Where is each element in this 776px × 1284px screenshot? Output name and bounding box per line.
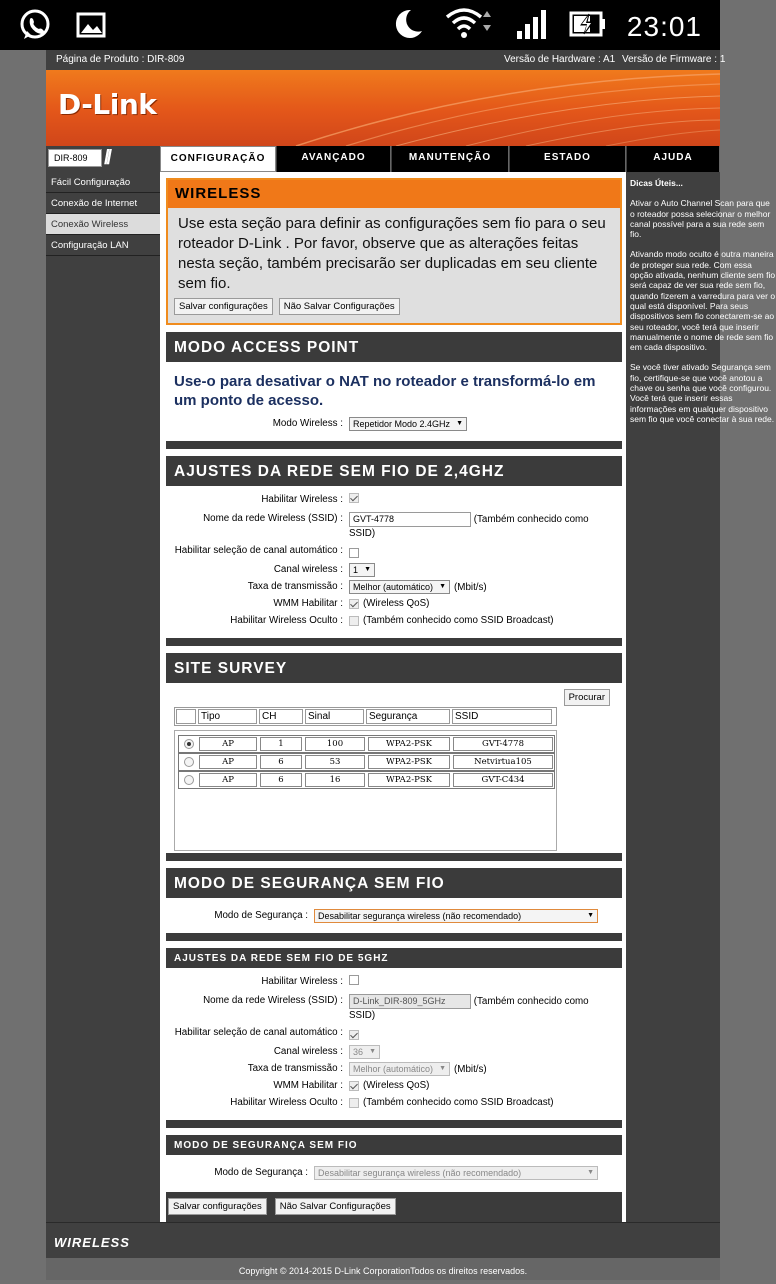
wireless-mode-select[interactable]: Repetidor Modo 2.4GHz ▼ <box>349 417 467 431</box>
wmm-hint: (Wireless QoS) <box>363 598 430 609</box>
slash-decoration: // <box>104 147 110 169</box>
security-mode-5g-label: Modo de Segurança : <box>214 1167 308 1178</box>
ssid-5g-label: Nome da rede Wireless (SSID) : <box>203 995 343 1006</box>
ssid-5g-input[interactable]: D-Link_DIR-809_5GHz <box>349 994 471 1009</box>
network-5ghz-section <box>166 948 622 1128</box>
hardware-version: Versão de Hardware : A1 <box>504 54 616 65</box>
auto-channel-5g-label: Habilitar seleção de canal automático : <box>174 1027 343 1038</box>
help-title: Dicas Úteis... <box>630 178 683 188</box>
auto-channel-checkbox[interactable] <box>349 548 359 558</box>
save-settings-button[interactable]: Salvar configurações <box>174 298 273 315</box>
tab-estado[interactable]: ESTADO <box>510 146 626 172</box>
signal-icon <box>515 7 549 46</box>
header-channel: CH <box>259 709 303 724</box>
survey-row[interactable] <box>178 753 555 771</box>
header-signal: Sinal <box>305 709 364 724</box>
header-security: Segurança <box>366 709 450 724</box>
save-settings-bottom-button[interactable]: Salvar configurações <box>168 1198 267 1215</box>
moon-icon <box>391 7 425 46</box>
whatsapp-icon <box>18 8 52 47</box>
gallery-icon <box>76 12 106 43</box>
battery-charging-icon <box>569 9 607 44</box>
status-bar <box>0 0 720 50</box>
ap-mode-description: Use-o para desativar o NAT no roteador e transformá-lo em um ponto de acesso. <box>174 373 596 409</box>
tab-manutencao[interactable]: MANUTENÇÃO <box>392 146 509 172</box>
channel-5g-select[interactable]: 36 ▼ <box>349 1045 380 1059</box>
ssid-input[interactable]: GVT-4778 <box>349 512 471 527</box>
channel-select[interactable]: 1 ▼ <box>349 563 375 577</box>
enable-wireless-label: Habilitar Wireless : <box>261 494 343 505</box>
auto-channel-label: Habilitar seleção de canal automático : <box>174 545 343 556</box>
channel-label: Canal wireless : <box>273 564 343 575</box>
cell-security: WPA2-PSK <box>368 755 450 769</box>
cell-ssid: GVT-C434 <box>453 773 553 787</box>
ap-mode-section <box>166 332 622 449</box>
sidebar-item-conexao-internet[interactable]: Conexão de Internet <box>46 193 160 214</box>
help-paragraph: Ativar o Auto Channel Scan para que o roteador possa selecionar o melhor canal possível para a sua rede sem fio. <box>630 198 771 240</box>
model-box: DIR-809 <box>48 149 102 167</box>
tab-avancado[interactable]: AVANÇADO <box>277 146 391 172</box>
cell-channel: 1 <box>260 737 302 751</box>
wmm-checkbox[interactable] <box>349 599 359 609</box>
section-title: MODO ACCESS POINT <box>174 339 360 356</box>
wmm-5g-hint: (Wireless QoS) <box>363 1080 430 1091</box>
cell-type: AP <box>199 773 257 787</box>
wifi-icon <box>445 7 495 46</box>
header-type: Tipo <box>198 709 257 724</box>
help-paragraph: Se você tiver ativado Segurança sem fio, certifique-se que você anotou a chave ou senha que você configurou. Você terá que inserir essas informações em qualquer dispositivo sem fio que você conectar à sua rede. <box>630 362 775 424</box>
network-24ghz-section <box>166 456 622 646</box>
wmm-5g-checkbox[interactable] <box>349 1081 359 1091</box>
hidden-wireless-checkbox[interactable] <box>349 616 359 626</box>
security-mode-select[interactable]: Desabilitar segurança wireless (não recomendado) ▼ <box>314 909 598 923</box>
rate-unit: (Mbit/s) <box>454 581 487 593</box>
hidden-wireless-5g-checkbox[interactable] <box>349 1098 359 1108</box>
help-paragraph: Ativando modo oculto é outra maneira de proteger sua rede. Com essa opção ativada, nenhum cliente sem fio será capaz de ver sua rede sem fio, quando fizerem a varredura para ver o qual está disponível. Para seus dispositivos sem fio conectarem-se ao seu roteador, você terá que inserir manualmente o nome de rede sem fio em cada dispositivo. <box>630 249 776 353</box>
cell-channel: 6 <box>260 773 302 787</box>
cell-ssid: GVT-4778 <box>453 737 553 751</box>
dlink-banner <box>46 70 720 146</box>
product-info-bar <box>46 50 726 70</box>
footer-bar <box>46 1222 720 1258</box>
enable-wireless-5g-label: Habilitar Wireless : <box>261 976 343 987</box>
security-mode-label: Modo de Segurança : <box>214 910 308 921</box>
wmm-5g-label: WMM Habilitar : <box>273 1080 343 1091</box>
main-content <box>160 172 626 1222</box>
enable-wireless-checkbox[interactable] <box>349 493 359 503</box>
section-title: AJUSTES DA REDE SEM FIO DE 2,4GHZ <box>174 463 505 480</box>
survey-row[interactable] <box>178 771 555 789</box>
site-survey-section <box>166 653 622 861</box>
wmm-label: WMM Habilitar : <box>273 598 343 609</box>
ssid-hint: (Também conhecido como SSID) <box>349 514 589 539</box>
cell-type: AP <box>199 737 257 751</box>
cell-channel: 6 <box>260 755 302 769</box>
dont-save-settings-bottom-button[interactable]: Não Salvar Configurações <box>275 1198 396 1215</box>
channel-5g-label: Canal wireless : <box>273 1046 343 1057</box>
product-page: Página de Produto : DIR-809 <box>56 54 185 65</box>
survey-list <box>174 730 557 851</box>
sidebar-item-conexao-wireless[interactable]: Conexão Wireless <box>46 214 160 235</box>
cell-security: WPA2-PSK <box>368 773 450 787</box>
ssid-5g-hint: (Também conhecido como SSID) <box>349 996 589 1021</box>
rate-label: Taxa de transmissão : <box>247 581 343 592</box>
rate-5g-label: Taxa de transmissão : <box>247 1063 343 1074</box>
wireless-intro <box>166 178 622 325</box>
cell-signal: 16 <box>305 773 365 787</box>
scan-button[interactable]: Procurar <box>564 689 610 706</box>
rate-5g-select[interactable]: Melhor (automático) ▼ <box>349 1062 450 1076</box>
security-mode-5g-select[interactable]: Desabilitar segurança wireless (não recomendado) ▼ <box>314 1166 598 1180</box>
dlink-logo: D-Link <box>58 88 157 121</box>
enable-wireless-5g-checkbox[interactable] <box>349 975 359 985</box>
survey-radio[interactable] <box>184 757 194 767</box>
tab-ajuda[interactable]: AJUDA <box>627 146 720 172</box>
hidden-wireless-label: Habilitar Wireless Oculto : <box>230 615 343 626</box>
ssid-label: Nome da rede Wireless (SSID) : <box>203 513 343 524</box>
security-24ghz-section <box>166 868 622 941</box>
header-select <box>176 709 196 724</box>
auto-channel-5g-checkbox[interactable] <box>349 1030 359 1040</box>
section-title: MODO DE SEGURANÇA SEM FIO <box>174 1140 358 1151</box>
section-title: MODO DE SEGURANÇA SEM FIO <box>174 875 445 892</box>
intro-title: WIRELESS <box>168 180 620 208</box>
security-5ghz-section <box>166 1135 622 1223</box>
help-panel <box>626 172 776 1222</box>
cell-ssid: Netvirtua105 <box>453 755 553 769</box>
sidebar-item-facil-configuracao[interactable]: Fácil Configuração <box>46 172 160 193</box>
hidden-wireless-hint: (Também conhecido como SSID Broadcast) <box>363 615 554 626</box>
dont-save-settings-button[interactable]: Não Salvar Configurações <box>279 298 400 315</box>
clock: 23:01 <box>626 10 702 42</box>
cell-signal: 53 <box>305 755 365 769</box>
hidden-wireless-5g-label: Habilitar Wireless Oculto : <box>230 1097 343 1108</box>
tab-configuracao[interactable]: CONFIGURAÇÃO <box>160 146 276 172</box>
router-page <box>46 50 776 1280</box>
footer-section-label: WIRELESS <box>54 1235 130 1250</box>
top-navigation <box>46 146 720 172</box>
survey-table-header <box>174 707 557 726</box>
intro-description: Use esta seção para definir as configurações sem fio para o seu roteador D-Link . Por favor, observe que as alterações feitas nesta seção, também precisarão ser duplicadas em seu cliente sem fio. <box>178 215 606 292</box>
rate-select[interactable]: Melhor (automático) ▼ <box>349 580 450 594</box>
hidden-wireless-5g-hint: (Também conhecido como SSID Broadcast) <box>363 1097 554 1108</box>
sidebar-item-configuracao-lan[interactable]: Configuração LAN <box>46 235 160 256</box>
survey-radio[interactable] <box>184 739 194 749</box>
section-title: AJUSTES DA REDE SEM FIO DE 5GHZ <box>174 953 389 964</box>
section-title: SITE SURVEY <box>174 660 288 677</box>
cell-signal: 100 <box>305 737 365 751</box>
wireless-mode-label: Modo Wireless : <box>272 418 343 429</box>
copyright: Copyright © 2014-2015 D-Link CorporationTodos os direitos reservados. <box>46 1258 720 1280</box>
rate-5g-unit: (Mbit/s) <box>454 1063 487 1075</box>
cell-security: WPA2-PSK <box>368 737 450 751</box>
header-ssid: SSID <box>452 709 552 724</box>
cell-type: AP <box>199 755 257 769</box>
sidebar <box>46 172 160 256</box>
survey-row[interactable] <box>178 735 555 753</box>
firmware-version: Versão de Firmware : 1 <box>622 54 726 65</box>
survey-radio[interactable] <box>184 775 194 785</box>
